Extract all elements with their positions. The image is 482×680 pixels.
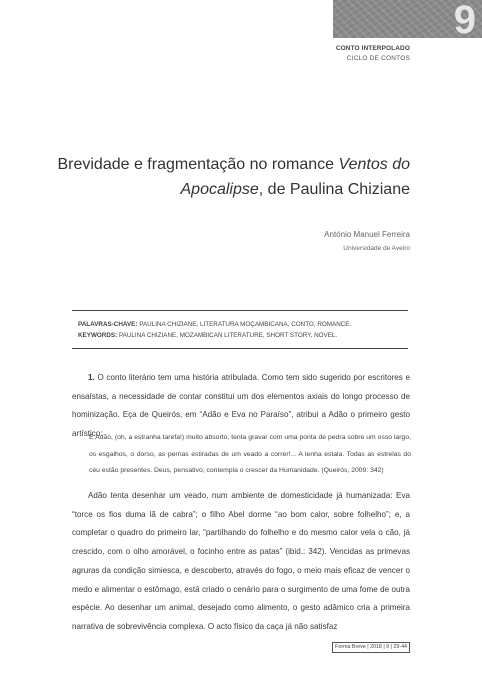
keywords-pt-label: PALAVRAS-CHAVE: — [78, 321, 138, 328]
title-part-1: Brevidade e fragmentação no romance — [57, 156, 339, 173]
author-name: António Manuel Ferreira — [324, 230, 410, 239]
section-header — [336, 44, 410, 64]
block-quote: E Adão, (oh, a estranha tarefa!) muito absorto, tenta gravar com uma ponta de pedra sobre um osso largo, os esgalhos, o dorso, as pernas estiradas de um veado a correr!... A lenha estala. Todas as estrelas do céu estão presentes. Deus, pensativo, contempla o crescer da Humanidade. (Queirós, 2009: 342) — [89, 434, 411, 474]
keywords-box — [72, 310, 408, 349]
title-italic-1: Ventos do — [338, 156, 410, 173]
title-italic-2: Apocalipse — [180, 181, 259, 198]
chapter-corner-block — [333, 0, 482, 42]
author-block — [324, 228, 410, 256]
paragraph-1-text: O conto literário tem uma história atribulada. Como tem sido sugerido por escritores e ensaístas, a necessidade de contar constitui um dos elementos axiais do longo processo de hominização. Eça de Queirós, em “Adão e Eva no Paraíso”, atribui a Adão o primeiro gesto artístico: — [72, 373, 410, 439]
keywords-en-label: KEYWORDS: — [78, 332, 118, 339]
keywords-en-values: PAULINA CHIZIANE, MOZAMBICAN LITERATURE, SHORT STORY, NOVEL. — [118, 332, 338, 339]
body-paragraph-2: Adão tenta desenhar um veado, num ambiente de domesticidade já humanizada: Eva “torce os fios duma lã de cabra”; o filho Abel dorme “ao bom calor, sobre folhelho”; e, a completar o quadro do primeiro lar, “partilhando do folhelho e do mesmo calor vela o cão, já crescido, com o olho amorável, o focinho entre as patas” (ibid.: 342). Vencidas as primevas agruras da condição simiesca, e descoberto, através do fogo, o meio mais eficaz de vencer o medo e alimentar o estômago, está criado o cenário para o surgimento de uma fome de outra espécie. Ao desenhar um animal, desejado como alimento, o gesto adâmico cria a primeira narrativa de sobrevivência complexa. O acto físico da caça já não satisfaz — [72, 491, 410, 631]
keywords-pt — [78, 319, 408, 330]
title-part-2: , de Paulina Chiziane — [258, 181, 410, 198]
keywords-pt-values: PAULINA CHIZIANE, LITERATURA MOÇAMBICANA, CONTO, ROMANCE. — [139, 321, 352, 328]
chapter-number: 9 — [453, 0, 476, 42]
article-title — [50, 152, 410, 202]
author-affiliation: Universidade de Aveiro — [343, 245, 410, 252]
body-paragraph-2-block — [72, 487, 410, 637]
keywords-en — [78, 330, 408, 341]
subsection-label: CICLO DE CONTOS — [346, 55, 410, 62]
section-label: CONTO INTERPOLADO — [335, 45, 410, 52]
section-number: 1. — [88, 373, 95, 382]
page-reference: Forma Breve | 2018 | 9 | 29-44 — [332, 642, 410, 653]
